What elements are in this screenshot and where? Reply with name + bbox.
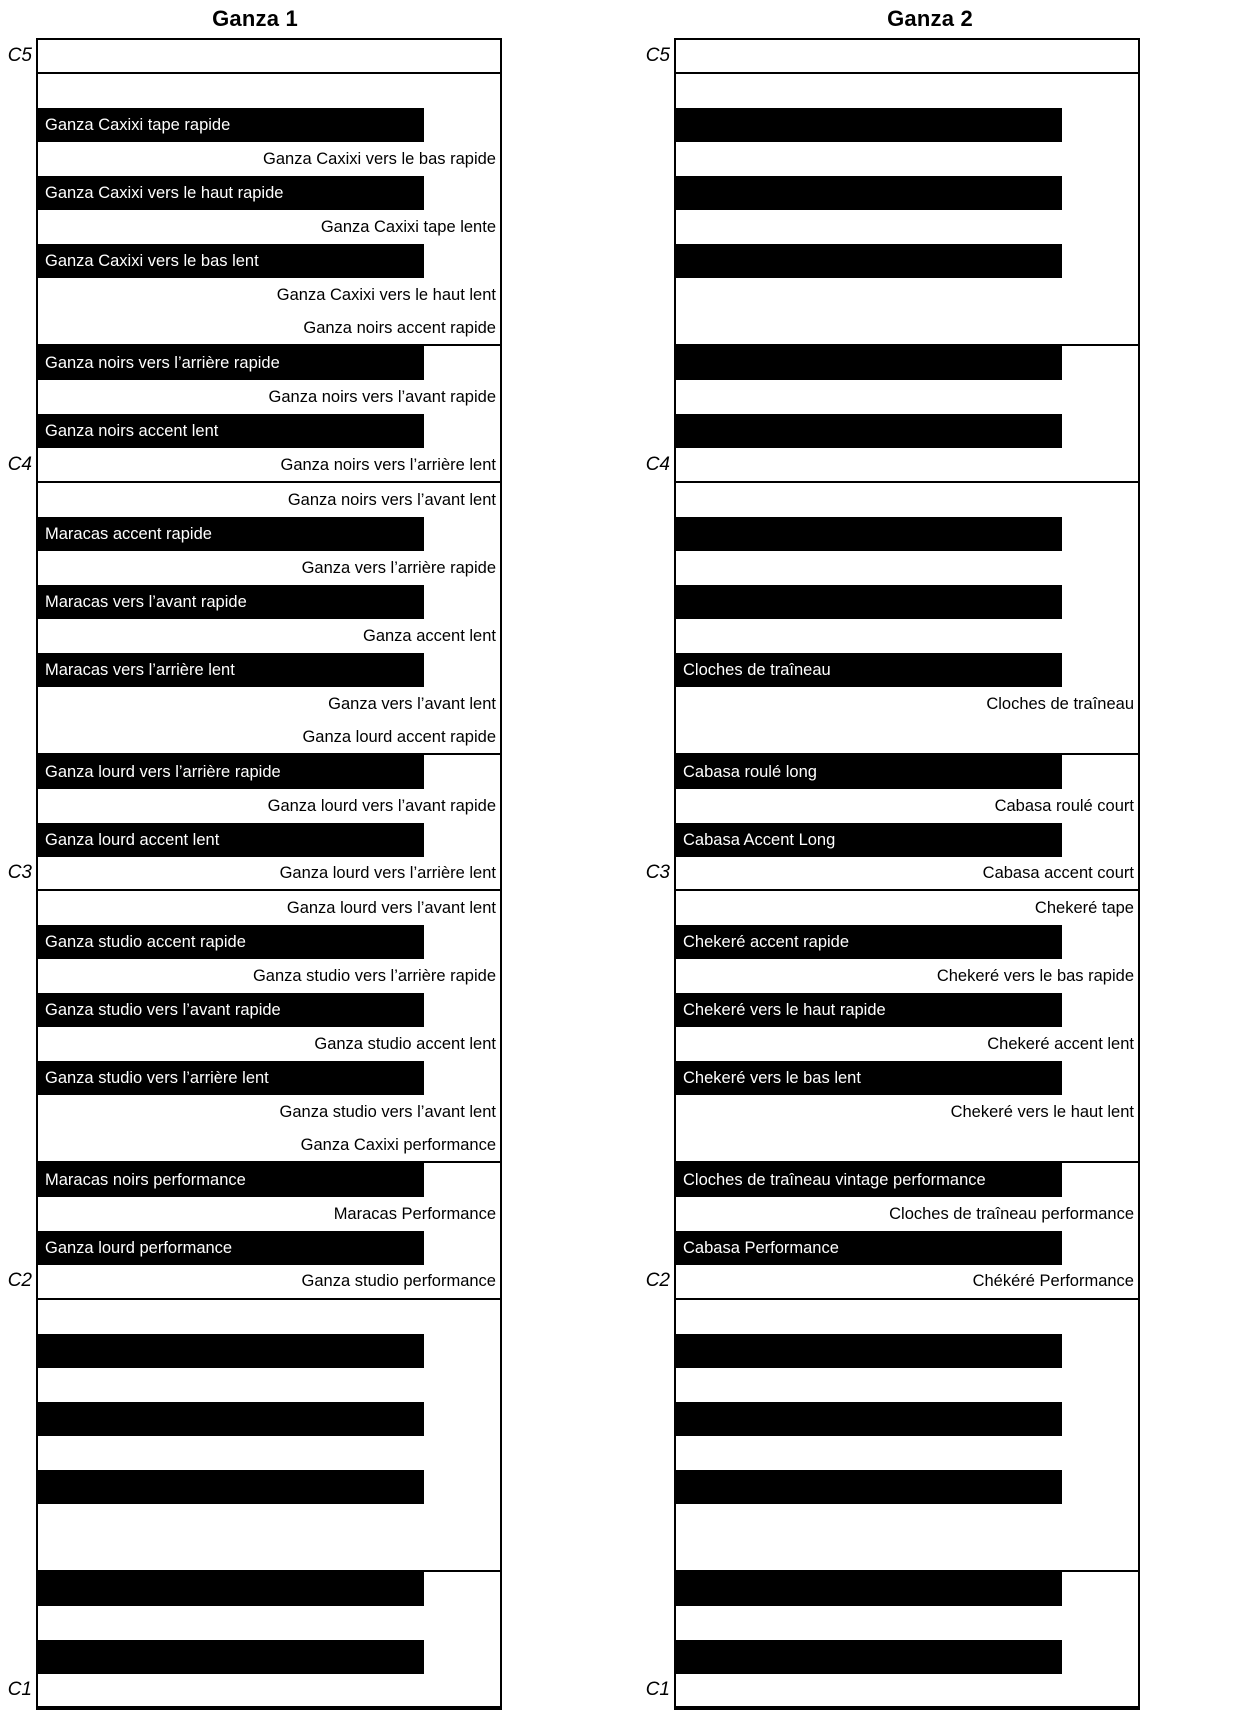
black-key[interactable] — [38, 517, 424, 551]
white-key[interactable] — [38, 721, 500, 755]
octave-label-c3: C3 — [645, 862, 670, 883]
black-key[interactable] — [38, 346, 424, 380]
black-key[interactable] — [676, 823, 1062, 857]
black-key[interactable] — [676, 925, 1062, 959]
white-key[interactable] — [676, 1674, 1138, 1708]
white-key[interactable] — [676, 857, 1138, 891]
white-key[interactable] — [676, 40, 1138, 74]
white-key-label: Ganza noirs vers l’avant lent — [287, 490, 496, 509]
white-key-label: Ganza studio vers l’avant lent — [279, 1103, 496, 1122]
white-key[interactable] — [38, 74, 500, 108]
black-key-label: Ganza lourd vers l’arrière rapide — [45, 762, 281, 781]
black-key[interactable] — [676, 755, 1062, 789]
white-key[interactable] — [38, 1436, 500, 1470]
black-key[interactable] — [38, 653, 424, 687]
white-key[interactable] — [38, 1027, 500, 1061]
black-key[interactable] — [38, 244, 424, 278]
black-key-label: Cabasa Performance — [683, 1239, 839, 1258]
black-key[interactable] — [676, 1163, 1062, 1197]
black-key[interactable] — [38, 585, 424, 619]
black-key-label: Maracas vers l’arrière lent — [45, 660, 235, 679]
panel-title-ganza-2: Ganza 2 — [887, 6, 973, 31]
white-key[interactable] — [676, 142, 1138, 176]
black-key[interactable] — [676, 517, 1062, 551]
key-list-ganza-2 — [676, 40, 1138, 1708]
black-key[interactable] — [38, 925, 424, 959]
black-key-label: Chekeré vers le haut rapide — [683, 1000, 886, 1019]
black-key-label: Chekeré accent rapide — [683, 932, 850, 951]
white-key[interactable] — [676, 278, 1138, 312]
black-key[interactable] — [38, 1572, 424, 1606]
white-key[interactable] — [676, 1606, 1138, 1640]
white-key-label: Maracas Performance — [333, 1205, 496, 1224]
white-key[interactable] — [38, 551, 500, 585]
white-key[interactable] — [676, 1265, 1138, 1299]
black-key[interactable] — [38, 1470, 424, 1504]
black-key[interactable] — [38, 1061, 424, 1095]
white-key-label: Ganza Caxixi performance — [300, 1136, 496, 1155]
black-key[interactable] — [38, 108, 424, 142]
black-key[interactable] — [38, 823, 424, 857]
white-key-label: Chekeré vers le haut lent — [950, 1103, 1134, 1122]
black-key[interactable] — [38, 1334, 424, 1368]
white-key[interactable] — [676, 619, 1138, 653]
white-key-label: Ganza Caxixi tape lente — [320, 217, 496, 236]
white-key-label: Chékéré Performance — [972, 1272, 1134, 1291]
octave-label-c1: C1 — [645, 1678, 670, 1700]
white-key[interactable] — [38, 1606, 500, 1640]
white-key[interactable] — [38, 1674, 500, 1708]
black-key-label: Maracas noirs performance — [45, 1171, 246, 1190]
octave-label-c2: C2 — [645, 1270, 670, 1292]
white-key[interactable] — [676, 891, 1138, 925]
white-key-label: Cabasa roulé court — [994, 796, 1134, 815]
white-key[interactable] — [38, 1129, 500, 1163]
white-key-label: Ganza studio performance — [301, 1272, 496, 1291]
black-key-label: Maracas vers l’avant rapide — [45, 592, 247, 611]
white-key[interactable] — [38, 789, 500, 823]
black-key[interactable] — [676, 1470, 1062, 1504]
white-key[interactable] — [38, 1197, 500, 1231]
black-key[interactable] — [38, 1640, 424, 1674]
black-key[interactable] — [676, 1231, 1062, 1265]
black-key[interactable] — [38, 1402, 424, 1436]
white-key[interactable] — [676, 1129, 1138, 1163]
white-key[interactable] — [38, 448, 500, 482]
panel-title-ganza-1: Ganza 1 — [212, 6, 298, 31]
black-key[interactable] — [38, 1231, 424, 1265]
white-key[interactable] — [38, 1300, 500, 1334]
piano-keyboard-ganza-2 — [674, 38, 1140, 1710]
white-key-label: Ganza vers l’avant lent — [328, 694, 496, 713]
white-key[interactable] — [676, 380, 1138, 414]
octave-label-c1: C1 — [7, 1678, 32, 1700]
white-key-label: Ganza Caxixi vers le bas rapide — [263, 149, 496, 168]
white-key[interactable] — [676, 1504, 1138, 1538]
white-key-label: Chekeré accent lent — [987, 1034, 1134, 1053]
octave-label-c5: C5 — [7, 45, 32, 67]
white-key[interactable] — [676, 1368, 1138, 1402]
black-key[interactable] — [38, 1163, 424, 1197]
white-key[interactable] — [676, 1095, 1138, 1129]
white-key[interactable] — [676, 1436, 1138, 1470]
white-key-label: Ganza lourd vers l’arrière lent — [279, 863, 496, 882]
black-key[interactable] — [676, 993, 1062, 1027]
white-key-label: Ganza lourd vers l’avant lent — [286, 898, 496, 917]
white-key[interactable] — [676, 959, 1138, 993]
white-key[interactable] — [38, 1265, 500, 1299]
white-key[interactable] — [676, 210, 1138, 244]
white-key[interactable] — [676, 74, 1138, 108]
octave-label-c2: C2 — [7, 1270, 32, 1292]
black-key-label: Cloches de traîneau vintage performance — [683, 1171, 986, 1190]
white-key-label: Chekeré tape — [1034, 898, 1134, 917]
white-key[interactable] — [38, 891, 500, 925]
white-key[interactable] — [676, 721, 1138, 755]
black-key-label: Ganza noirs vers l’arrière rapide — [45, 354, 280, 373]
black-key-label: Ganza studio accent rapide — [45, 932, 246, 951]
white-key-label: Ganza vers l’arrière rapide — [301, 558, 496, 577]
white-key[interactable] — [38, 1368, 500, 1402]
black-key[interactable] — [676, 346, 1062, 380]
black-key-label: Ganza Caxixi vers le haut rapide — [45, 183, 284, 202]
keyboard-panel-ganza-2 — [625, 0, 1250, 1716]
piano-keyboard-ganza-1 — [36, 38, 502, 1710]
white-key[interactable] — [38, 857, 500, 891]
white-key[interactable] — [676, 312, 1138, 346]
white-key[interactable] — [676, 1300, 1138, 1334]
white-key[interactable] — [676, 1027, 1138, 1061]
black-key[interactable] — [38, 414, 424, 448]
black-key-label: Ganza Caxixi vers le bas lent — [45, 252, 259, 270]
white-key[interactable] — [38, 619, 500, 653]
octave-label-c3: C3 — [7, 862, 32, 883]
white-key-label: Ganza lourd accent rapide — [302, 727, 496, 746]
white-key-label: Ganza noirs vers l’avant rapide — [268, 388, 496, 407]
black-key[interactable] — [676, 653, 1062, 687]
black-key-label: Cabasa roulé long — [683, 762, 817, 781]
black-key[interactable] — [38, 755, 424, 789]
white-key-label: Cloches de traîneau performance — [889, 1205, 1134, 1224]
black-key-label: Maracas accent rapide — [45, 524, 212, 543]
white-key[interactable] — [38, 483, 500, 517]
white-key-label: Ganza studio vers l’arrière rapide — [252, 966, 496, 985]
white-key-label: Ganza Caxixi vers le haut lent — [276, 286, 496, 305]
white-key[interactable] — [676, 483, 1138, 517]
black-key-label: Ganza noirs accent lent — [45, 422, 219, 441]
black-key[interactable] — [676, 176, 1062, 210]
black-key-label: Ganza studio vers l’arrière lent — [45, 1068, 269, 1087]
black-key-label: Ganza studio vers l’avant rapide — [45, 1000, 281, 1019]
white-key-label: Cloches de traîneau — [986, 694, 1134, 713]
black-key-label: Ganza lourd accent lent — [45, 830, 220, 849]
key-list-ganza-1 — [38, 40, 500, 1708]
white-key[interactable] — [38, 210, 500, 244]
black-key[interactable] — [676, 1334, 1062, 1368]
white-key[interactable] — [38, 312, 500, 346]
white-key-label: Ganza studio accent lent — [314, 1034, 496, 1053]
black-key-label: Cabasa Accent Long — [683, 830, 836, 849]
black-key[interactable] — [38, 993, 424, 1027]
white-key[interactable] — [38, 142, 500, 176]
black-key[interactable] — [676, 1061, 1062, 1095]
white-key[interactable] — [676, 1197, 1138, 1231]
black-key-label: Ganza Caxixi tape rapide — [45, 115, 231, 134]
white-key[interactable] — [676, 551, 1138, 585]
white-key[interactable] — [38, 1095, 500, 1129]
black-key-label: Cloches de traîneau — [683, 660, 831, 679]
black-key-label: Chekeré vers le bas lent — [683, 1068, 861, 1087]
octave-label-c5: C5 — [645, 45, 670, 67]
octave-label-c4: C4 — [7, 453, 32, 475]
white-key[interactable] — [676, 448, 1138, 482]
black-key[interactable] — [676, 244, 1062, 278]
white-key[interactable] — [38, 1538, 500, 1572]
white-key-label: Ganza accent lent — [363, 626, 496, 645]
black-key-label: Ganza lourd performance — [45, 1239, 233, 1258]
white-key[interactable] — [676, 789, 1138, 823]
white-key-label: Ganza noirs accent rapide — [303, 319, 496, 338]
white-key-label: Ganza noirs vers l’arrière lent — [280, 455, 496, 474]
black-key[interactable] — [676, 1640, 1062, 1674]
black-key[interactable] — [676, 585, 1062, 619]
white-key[interactable] — [38, 40, 500, 74]
black-key[interactable] — [38, 176, 424, 210]
black-key[interactable] — [676, 108, 1062, 142]
white-key[interactable] — [38, 278, 500, 312]
white-key[interactable] — [676, 687, 1138, 721]
white-key[interactable] — [38, 1504, 500, 1538]
black-key[interactable] — [676, 1572, 1062, 1606]
octave-label-c4: C4 — [645, 453, 670, 475]
white-key[interactable] — [38, 380, 500, 414]
white-key[interactable] — [38, 687, 500, 721]
white-key-label: Cabasa accent court — [982, 863, 1134, 882]
white-key-label: Chekeré vers le bas rapide — [936, 966, 1134, 985]
white-key-label: Ganza lourd vers l’avant rapide — [267, 796, 496, 815]
black-key[interactable] — [676, 414, 1062, 448]
black-key[interactable] — [676, 1402, 1062, 1436]
white-key[interactable] — [38, 959, 500, 993]
white-key[interactable] — [676, 1538, 1138, 1572]
